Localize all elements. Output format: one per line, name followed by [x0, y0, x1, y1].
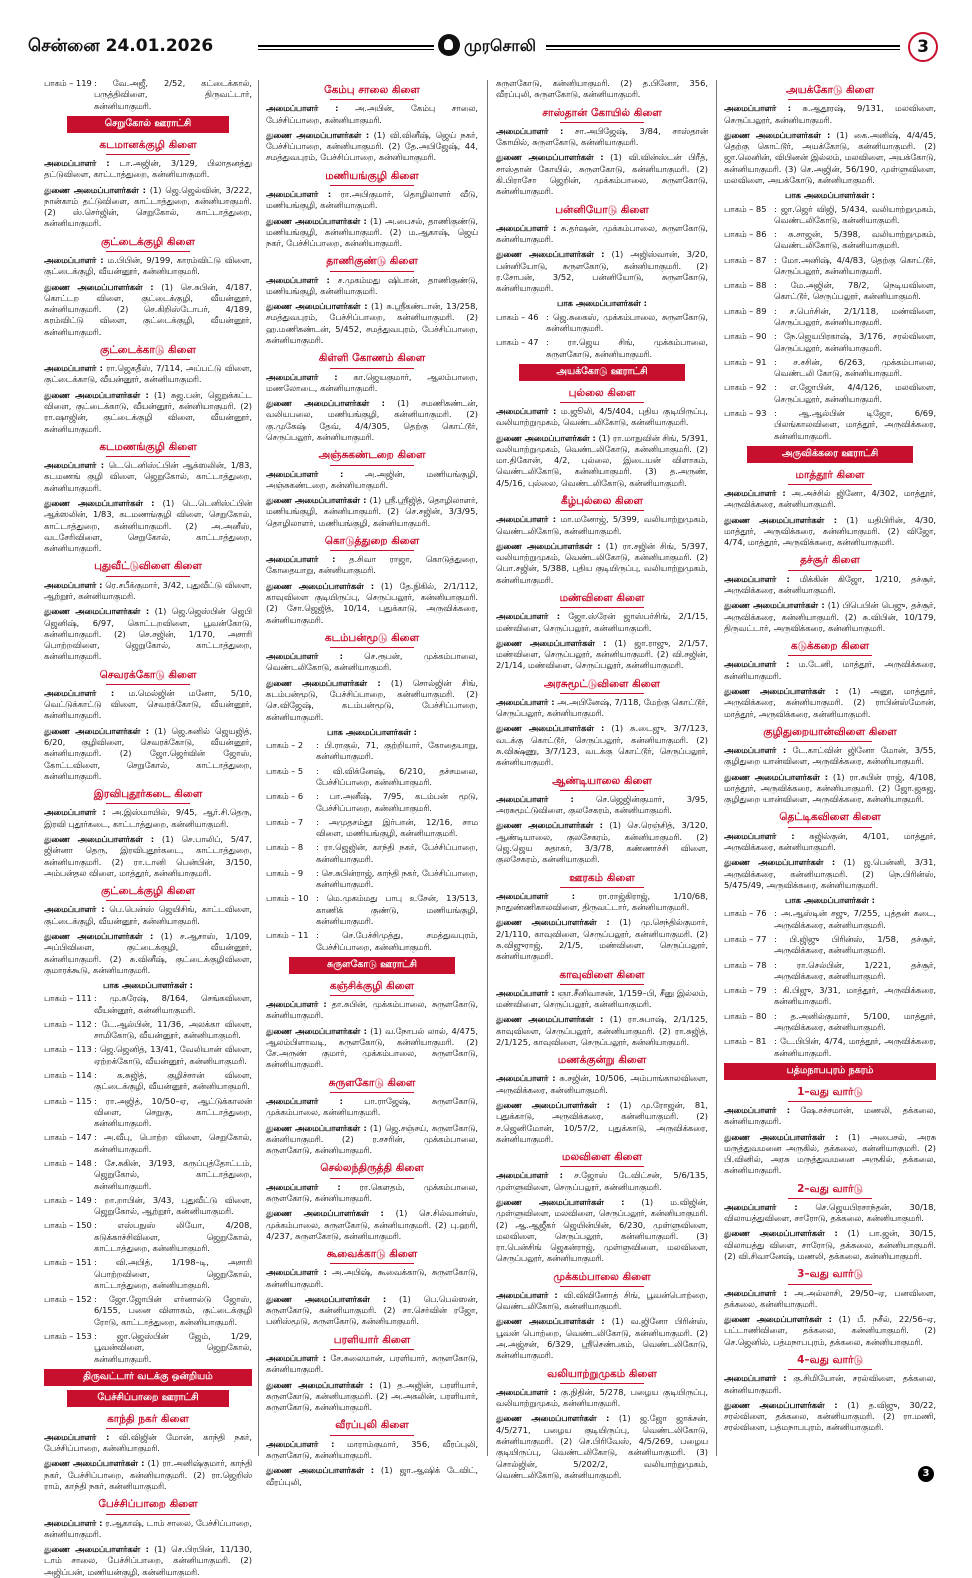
booth-line: பாகம் – 152 : ஜோ.ஜோபின் எர்னால்டு ஜோஸ், 6/155, பனை விளாகம், குட்டைக்குழி ரோடு, காட்டாத்துறை, கன்னியாகுமரி.: [44, 1294, 252, 1327]
organizer-entry: அமைப்பாளர் : செ.ஜெயபிரசாந்தன், 30/18, விலாயத்துவிளை, சாரோடு, தக்கலை, கன்னியாகுமரி.: [724, 1201, 936, 1224]
deputy-organizer-entry: துணை அமைப்பாளர்கள் : (1) ரா.மாநுவின் சிங், 5/391, வலியாற்றுமுகம், வெண்டலிகோடு, கன்னியாகுமரி. (2) மா.திகோன், 4/2, புல்லை, இடையன் விளாகம், வெண்டலிகோடு, கன்னியாகுமரி. (3) த.அருண், 4/5/16, புல்லை, வெண்டலிகோடு, கன்னியாகுமரி.: [496, 432, 709, 488]
column-divider: [258, 80, 259, 1456]
branch-heading: ஊரகம் கிளை: [496, 871, 708, 888]
booth-organizers-heading: பாக அமைப்பாளர்கள் :: [103, 980, 193, 991]
booth-line: பாகம் – 47 : ரா.ஜெய சிங், முக்கம்பாலை, சுருளகோடு, கன்னியாகுமரி.: [496, 337, 708, 359]
organizer-entry: அமைப்பாளர் : ஷே.சச்சமான், மணலி, தக்கலை, கன்னியாகுமரி.: [724, 1104, 937, 1127]
deputy-organizer-entry: துணை அமைப்பாளர்கள் : (1) அனூ, மாத்தூர், அருவிக்கரை, கன்னியாகுமரி. (2) ராபின்ஸ்மோன், மாத்தூர், அருவிக்கரை, கன்னியாகுமரி.: [724, 685, 936, 719]
booth-line: பாகம் – 87 : மோ.அனிஷ், 4/4/83, தெற்கு கொட்டூர், செருப்பலூர், கன்னியாகுமரி.: [724, 254, 936, 276]
organizer-entry: அமைப்பாளர் : வி.விவினோத் சிங், பூவன்பொற்றை, வெண்டலிகோடு, கன்னியாகுமரி.: [496, 1289, 709, 1312]
organizer-entry: அமைப்பாளர் : ம.டேனி, மாத்தூர், அருவிக்கரை, கன்னியாகுமரி.: [724, 659, 936, 681]
deputy-organizer-entry: துணை அமைப்பாளர்கள் : (1) த.அஜின், பரளியார், சுருளகோடு, கன்னியாகுமரி. (2) அ.அகலின், பரளியார், சுருளகோடு, கன்னியாகுமரி.: [266, 1379, 478, 1413]
organizer-entry: அமைப்பாளர் : ம.மெல்ஜின் மனோ, 5/10, வெட்டுக்காட்டு விளை, செவரக்கோடு, வீயன்னூர், கன்னியாகுமரி.: [44, 687, 252, 721]
booth-line: பாகம் – 119 : வே.அஜீ, 2/52, கட்டைக்கால், பருத்திவிளை, திருவட்டார், கன்னியாகுமரி.: [44, 78, 252, 111]
ward-heading: 1–வது வார்டு: [724, 1085, 936, 1102]
branch-heading: குட்டைக்குழி கிளை: [44, 235, 252, 252]
booth-line: பாகம் – 91 : ச.சசின், 6/263, முக்கம்பாலை, வெண்டலி கோடு, கன்னியாகுமரி.: [724, 356, 936, 379]
organizer-entry: அமைப்பாளர் : டெ.டெனிஸ்ட்பின் ஆக்ஸலின், 1/83, கடமணங் குழி விளை, ஜெறுகோல், காட்டாத்துறை, கன்னியாகுமரி.: [44, 460, 252, 493]
booth-line: பாகம் – 8 : ரா.ஜெஜின், காந்தி நகர், பேச்சிப்பாறை, கன்னியாகுமரி.: [266, 842, 478, 864]
continued-text: சுருளகோடு, கன்னியாகுமரி. (2) த.பினோ, 356, வீரப்புலி, சுருளகோடு, கன்னியாகுமரி.: [496, 78, 708, 100]
organizer-entry: அமைப்பாளர் : அ.இஸ்மாயில், 9/45, ஆர்.சி.தெரு, இரவி புதூர்கடை, காட்டாத்துறை, கன்னியாகுமரி.: [44, 807, 252, 829]
deputy-organizer-entry: துணை அமைப்பாளர்கள் : (1) யதிபிரின், 4/30, மாத்தூர், அருவிக்கரை, கன்னியாகுமரி. (2) விஜோ, 4/74, மாத்தூர், அருவிக்கரை, கன்னியாகுமரி.: [724, 514, 936, 548]
booth-line: பாகம் – 2 : பி.ராகுல், 71, குற்றியார், கோதையாறு, கன்னியாகுமரி.: [266, 740, 478, 762]
organizer-entry: அமைப்பாளர் : டே.காட்வின் ஜினோ மோன், 3/55, குழிதுறை யான்விளை, அருவிக்கரை, கன்னியாகுமரி.: [724, 745, 936, 767]
newspaper-logo-icon: [438, 34, 460, 56]
booth-line: பாகம் – 81 : டே.பிபின், 4/74, மாத்தூர், அருவிக்கரை, கன்னியாகுமரி.: [724, 1036, 936, 1058]
branch-heading: புதுவீட்டுவிளை கிளை: [44, 559, 252, 576]
branch-heading: முக்கம்பாலை கிளை: [496, 1270, 708, 1287]
deputy-organizer-entry: துணை அமைப்பாளர்கள் : (1) சு.டைஜு, 3/7/123, வடக்கு கொட்டூர், செருப்பலூர், கன்னியாகுமரி. (2) சு.விக்ஷ்ணு, 3/7/123, வடக்கு கொட்டூர், செருப்பலூர், கன்னியாகுமரி.: [496, 723, 708, 768]
branch-heading: பரளியார் கிளை: [266, 1333, 478, 1350]
organizer-entry: அமைப்பாளர் : கு.சிமியோன், சரல்விளை, தக்கலை, கன்னியாகுமரி.: [724, 1373, 936, 1395]
branch-heading: கூவைக்காடு கிளை: [266, 1247, 478, 1264]
deputy-organizer-entry: துணை அமைப்பாளர்கள் : (1) ச.ஆசாஸ், 1/109, அப்பிவிளை, குட்டைக்குழி, வீயன்னூர், கன்னியாகுமரி. (2) சு.வினீஷ், குட்டைக்குழிவிளை, குமாரக்கூடு, கன்னியாகுமரி.: [44, 930, 252, 975]
deputy-organizer-entry: துணை அமைப்பாளர்கள் : (1) செ.சுபின், 4/187, கொட்டற விளை, குட்டைக்குழி, வீயன்னூர், கன்னியாகுமரி. (2) செ.கிறிஸ்டோபர், 4/189, கரம்விட்டு விளை, குட்டைக்குழி, வீயன்னூர், கன்னியாகுமரி.: [44, 281, 252, 337]
panchayat-band: அயக்கோடு ஊராட்சி: [519, 364, 684, 381]
booth-line: பாகம் – 86 : சு.சாஜன், 5/398, வலியாற்றுமுகம், வெண்டலிகோடு, கன்னியாகுமரி.: [724, 229, 936, 251]
masthead-rule-left: [258, 45, 434, 50]
branch-heading: அயக்கோடு கிளை: [724, 83, 936, 100]
page-number-badge: 3: [908, 32, 938, 62]
booth-line: பாகம் – 90 : நே.ஜெயபிரகாஷ், 3/176, சரல்விளை, செருப்பலூர், கன்னியாகுமரி.: [724, 331, 936, 353]
ward-heading: 3–வது வார்டு: [724, 1267, 936, 1284]
deputy-organizer-entry: துணை அமைப்பாளர்கள் : (1) த.விஜு, 30/22, சரல்விளை, தக்கலை, கன்னியாகுமரி. (2) ரா.மணி, சரல்விளை, பத்மநாபபுரம், கன்னியாகுமரி.: [724, 1399, 936, 1433]
deputy-organizer-entry: துணை அமைப்பாளர்கள் : (1) மு.செந்தில்குமார், 2/1/110, காவுவிளை, செருப்பலூர், கன்னியாகுமரி. (2) சு.விஜுராஜ், 2/1/5, மண்விளை, செருப்பலூர், கன்னியாகுமரி.: [496, 917, 708, 962]
branch-heading: கீழ்புல்லை கிளை: [496, 494, 708, 511]
deputy-organizer-entry: துணை அமைப்பாளர்கள் : (1) டெ.டெனிஸ்ட்பின் ஆக்ஸலின், 1/83, கடமணங்குழி விளை, செறுகோல், காட்டாத்துறை, கன்னியாகுமரி. (2) அ.அனீஸ், வடசேரிவிளை, செறுகோல், காட்டாத்துறை, கன்னியாகுமரி.: [44, 498, 253, 554]
deputy-organizer-entry: துணை அமைப்பாளர்கள் : (1) வ.நோபல் லால், 4/475, ஆலம்பிளாவடி, சுருளகோடு, கன்னியாகுமரி. (2) சே.அருண் குமார், முக்கம்பாலை, சுருளகோடு, கன்னியாகுமரி.: [266, 1025, 478, 1070]
organizer-entry: அமைப்பாளர் : டா.அஜின், 3/129, பிலாதனத்து தட்டுவிளை, காட்டாத்துறை, கன்னியாகுமரி.: [44, 158, 252, 180]
booth-line: பாகம் – 78 : ரா.செல்பின், 1/221, தச்சூர், அருவிக்கரை, கன்னியாகுமரி.: [724, 959, 936, 981]
organizer-entry: அமைப்பாளர் : ரா.கௌதம், முக்கம்பாலை, சுருளகோடு, கன்னியாகுமரி.: [266, 1181, 478, 1203]
organizer-entry: அமைப்பாளர் : அ.அபின், கேம்பு சாலை, பேச்சிப்பாறை, கன்னியாகுமரி.: [266, 103, 478, 125]
organizer-entry: அமைப்பாளர் : கா.ஜெயகுமார், ஆலம்பாறை, மணலோடை, கன்னியாகுமரி.: [266, 371, 478, 393]
branch-heading: கேம்பு சாலை கிளை: [266, 83, 478, 100]
booth-line: பாகம் – 113 : ஜெ.ஜெனித், 13/41, வேலியான் விளை, ஏற்றக்கோடு, வீயன்னூர், கன்னியாகுமரி.: [44, 1044, 252, 1066]
branch-heading: காவுவிளை கிளை: [496, 968, 708, 985]
organizer-entry: அமைப்பாளர் : ஜோ.ஸ்ரேன் ஜாஸ்பர்சிங், 2/1/15, மண்விளை, செருப்பலூர், கன்னியாகுமரி.: [496, 611, 708, 633]
branch-heading: குழிதுறையான்விளை கிளை: [724, 725, 936, 742]
booth-organizers-heading: பாக அமைப்பாளர்கள் :: [785, 895, 875, 906]
booth-line: பாகம் – 7 : அமுதசம்தூ இர்பான், 12/16, சாம விளை, மணியங்குழி, கன்னியாகுமரி.: [266, 816, 478, 839]
branch-heading: கடமானக்குழி கிளை: [44, 138, 252, 155]
booth-line: பாகம் – 76 : அ.ஆஸ்டின் சஜு, 7/255, புத்தன் கடை, அருவிக்கரை, கன்னியாகுமரி.: [724, 908, 936, 930]
booth-line: பாகம் – 147 : அ.வீபு, பொற்ற விளை, செறுகோல், கன்னியாகுமரி.: [44, 1132, 252, 1154]
branch-heading: அரசுமூட்டுவிளை கிளை: [496, 677, 708, 694]
panchayat-band: பேச்சிப்பாறை ஊராட்சி: [67, 1390, 229, 1407]
organizer-entry: அமைப்பாளர் : ம.பிபின், 9/199, காரம்விட்டு விளை, குட்டைக்குழி, வீயன்னூர், கன்னியாகுமரி.: [44, 254, 252, 277]
deputy-organizer-entry: துணை அமைப்பாளர்கள் : (1) ரா.சுபின் ராஜ், 4/108, மாத்தூர், அருவிக்கரை, கன்னியாகுமரி. (2) ஜோ.ஜகஜ, குழிதுறை யான்விளை, அருவிக்கரை, கன்னியாகுமரி.: [724, 771, 936, 805]
branch-heading: வலியாற்றுமுகம் கிளை: [496, 1367, 708, 1384]
deputy-organizer-entry: துணை அமைப்பாளர்கள் : (1) ஜா.ராஜு, 2/1/57, மண்விளை, செருப்பலூர், கன்னியாகுமரி. (2) வி.சஜின், 2/1/14, மண்விளை, செருப்பலூர், கன்னியாகுமரி.: [496, 637, 708, 671]
branch-heading: தாணிகுண்டு கிளை: [266, 254, 478, 271]
deputy-organizer-entry: துணை அமைப்பாளர்கள் : (1) சு.ஸ்ரீகண்டான், 13/258, சமத்துவபுரம், பேச்சிப்பாறை, கன்னியாகுமரி. (2) ஹ.மணிகண்டன், 5/452, சமத்துவபுரம், பேச்சிப்பாறை, கன்னியாகுமரி.: [266, 301, 478, 346]
panchayat-band: அருவிக்கரை ஊராட்சி: [747, 446, 912, 463]
branch-heading: கடமணங்குழி கிளை: [44, 440, 252, 457]
organizer-entry: அமைப்பாளர் : வி.விஜின் மோன், காந்தி நகர், பேச்சிப்பாறை, கன்னியாகுமரி.: [44, 1431, 252, 1454]
deputy-organizer-entry: துணை அமைப்பாளர்கள் : (1) ஜ.ஜோ ஜாக்சன், 4/5/271, பழைய குடியிருப்பு, வெண்டலிகோடு, கன்னியாகுமரி. (2) செ.பிரிவேஸ், 4/5/269, பழைய குடியிருப்பு, வெண்டலிகோடு, கன்னியாகுமரி. (3) சொல்ஜின், 5/202/2, வலியாற்றுமுகம், வெண்டலிகோடு, கன்னியாகுமரி.: [496, 1413, 708, 1480]
branch-heading: குட்டைக்காடு கிளை: [44, 343, 252, 360]
organizer-entry: அமைப்பாளர் : ரா.ராஜ்கிராஜ், 1/10/68, நாதுண்ணிகாலவிளை, திருவட்டார், கன்னியாகுமரி.: [496, 890, 708, 913]
branch-heading: கடுக்கறை கிளை: [724, 639, 936, 656]
booth-organizers-heading: பாக அமைப்பாளர்கள் :: [327, 726, 417, 737]
booth-line: பாகம் – 10 : மெ.முகம்மது பாபு உசேன், 13/513, காணிக் குண்டு, மணியங்குழி, கன்னியாகுமரி.: [266, 893, 478, 927]
deputy-organizer-entry: துணை அமைப்பாளர்கள் : (1) பிபெபின் பெஜு, தச்சூர், அருவிக்கரை, கன்னியாகுமரி. (2) சு.விபின், 10/179, திருவட்டார், அருவிக்கரை, கன்னியாகுமரி.: [724, 600, 936, 633]
deputy-organizer-entry: துணை அமைப்பாளர்கள் : (1) செ.ரெஞ்சித், 3/120, ஆண்டியாலை, குலசேகரம், கன்னியாகுமரி. (2) ஜெ.ஜெய சுதாகர், 3/3/78, கண்ணாச்சி விளை, குலசேகரம், கன்னியாகுமரி.: [496, 820, 708, 865]
panchayat-band: செறுகோல் ஊராட்சி: [67, 116, 229, 133]
deputy-organizer-entry: துணை அமைப்பாளர்கள் : (1) சுஜ.பன், ஜெறுக்கட்ட விளை, குட்டைக்காடு, வீயன்னூர், கன்னியாகுமரி. (2) ரா.ஷாஜின், குட்டைக்குழி விளை, வீயன்னூர், கன்னியாகுமரி.: [44, 389, 252, 434]
organizer-entry: அமைப்பாளர் : சுஜில்குன், 4/101, மாத்தூர், அருவிக்கரை, கன்னியாகுமரி.: [724, 830, 936, 852]
organizer-entry: அமைப்பாளர் : சே.சுலைமான், பரளியார், சுருளகோடு, கன்னியாகுமரி.: [266, 1353, 478, 1375]
organizer-entry: அமைப்பாளர் : அ.அபிஷ், கூவைக்காடு, சுருளகோடு, கன்னியாகுமரி.: [266, 1267, 478, 1289]
branch-heading: சாஸ்தான் கோயில் கிளை: [496, 106, 708, 123]
branch-heading: புல்லை கிளை: [496, 386, 708, 403]
branch-heading: பன்னியோடு கிளை: [496, 203, 708, 220]
panchayat-band: சுருளகோடு ஊராட்சி: [289, 957, 454, 974]
booth-line: பாகம் – 148 : சே.சுகின், 3/193, கருப்புத்தோட்டம், ஜெறுகோல், காட்டாத்துறை, கன்னியாகுமரி.: [44, 1158, 252, 1191]
newspaper-name: முரசொலி: [464, 36, 536, 55]
booth-line: பாகம் – 80 : த.அனில்குமார், 5/100, மாத்தூர், அருவிக்கரை, கன்னியாகுமரி.: [724, 1010, 936, 1032]
deputy-organizer-entry: துணை அமைப்பாளர்கள் : (1) சொல்ஜின் சிங், கடம்பன்மூடு, பேச்சிப்பாறை, கன்னியாகுமரி. (2) செ.விஜேஷ், கடம்பன்மூடு, பேச்சிப்பாறை, கன்னியாகுமரி.: [266, 677, 478, 722]
booth-line: பாகம் – 115 : ரா.அஜித், 10/50–ஏ, ஆட்டுக்காலன் விளை, செறுகு, காட்டாத்துறை, கன்னியாகுமரி.: [44, 1095, 252, 1129]
town-band: பத்மநாபபுரம் நகரம்: [724, 1063, 936, 1080]
deputy-organizer-entry: துணை அமைப்பாளர்கள் : (1) அ.பைசல், தாணிகுண்டு, மணியங்குழி, கன்னியாகுமரி. (2) ம.ஆகாஷ், ஜெய் நகர், பேச்சிப்பாறை, கன்னியாகுமரி.: [266, 215, 478, 249]
booth-line: பாகம் – 112 : டே.ஆல்பின், 11/36, அலக்கா விளை, சாமிகோடு, வீயன்னூர், கன்னியாகுமரி.: [44, 1018, 252, 1041]
booth-line: பாகம் – 111 : மு.சுரேஷ், 8/164, செங்கவிளை, வீயன்னூர், கன்னியாகுமரி.: [44, 993, 252, 1015]
booth-line: பாகம் – 46 : ஜெ.சுகைஸ், முக்கம்பாலை, சுருளகோடு, கன்னியாகுமரி.: [496, 311, 708, 334]
organizer-entry: அமைப்பாளர் : பா.ராஜேஷ், சுருளகோடு, முக்கம்பாலை, கன்னியாகுமரி.: [266, 1096, 478, 1118]
branch-heading: கொடுத்துறை கிளை: [266, 534, 478, 551]
branch-heading: செல்லந்திருத்தி கிளை: [266, 1161, 478, 1178]
deputy-organizer-entry: துணை அமைப்பாளர்கள் : (1) கை.அனிஷ், 4/4/45, தெற்கு கொட்டூர், அயக்கோடு, கன்னியாகுமரி. (2) ஜா.லெனின், விபினன் இல்லம், மலவிளை, அயக்கோடு, கன்னியாகுமரி. (3) செ.அஜின், 56/190, முள்ளுவிளை, மலவிளை, அயக்கோடு, கன்னியாகுமரி.: [724, 129, 936, 185]
branch-heading: காந்தி நகர் கிளை: [44, 1412, 252, 1429]
organizer-entry: அமைப்பாளர் : அ.அல்லாசி, 29/50–ஏ, பனவிளை, தக்கலை, கன்னியாகுமரி.: [724, 1287, 936, 1309]
booth-line: பாகம் – 114 : க.சுஜித், குழிச்சான் விளை, குட்டைக்குழி, வீயன்னூர், கன்னியாகுமரி.: [44, 1070, 252, 1092]
ward-heading: 4–வது வார்டு: [724, 1353, 936, 1370]
booth-line: பாகம் – 85 : ஜா.ஜெர் விஜி, 5/434, வலியாற்றுமுகம், வெண்டலிகோடு, கன்னியாகுமரி.: [724, 203, 936, 225]
booth-organizers-heading: பாக அமைப்பாளர்கள் :: [785, 190, 875, 201]
booth-line: பாகம் – 93 : ஆ.ஆல்பின் டிஜோ, 6/69, பிலங்காலவிளை, மாத்தூர், அருவிக்கரை, கன்னியாகுமரி.: [724, 408, 936, 441]
branch-heading: ஆண்டியாலை கிளை: [496, 774, 708, 791]
booth-line: பாகம் – 77 : பி.ஜிஜு பிரின்ஸ், 1/58, தச்சூர், அருவிக்கரை, கன்னியாகுமரி.: [724, 933, 936, 956]
organizer-entry: அமைப்பாளர் : செ.ஜெஜின்குமார், 3/95, அரசுமூட்டுவிளை, குலசேகரம், கன்னியாகுமரி.: [496, 793, 708, 816]
deputy-organizer-entry: துணை அமைப்பாளர்கள் : (1) வி.வின்ஸ்டன் பிரீத், சாஸ்தான் கோயில், சுருளகோடு, கன்னியாகுமரி. (2) கி.பிராசோ ஜெறின், முக்கம்பாலை, சுருளகோடு, கன்னியாகுமரி.: [496, 152, 709, 197]
organizer-entry: அமைப்பாளர் : த.சிவா ராஜா, கொடுத்துறை, கோதையாறு, கன்னியாகுமரி.: [266, 554, 479, 576]
deputy-organizer-entry: துணை அமைப்பாளர்கள் : (1) பா.ஜன், 30/15, விலாயத்து விளை, சாரோடு, தக்கலை, கன்னியாகுமரி. (2) வி.சிவானேஷ், மணலி, தக்கலை, கன்னியாகுமரி.: [724, 1228, 936, 1262]
deputy-organizer-entry: துணை அமைப்பாளர்கள் : (1) ரா.சுபாஷ், 2/1/125, காவுவிளை, செருப்பலூர், கன்னியாகுமரி. (2) ரா.சுஜித், 2/1/125, காவுவிளை, செருப்பலூர், கன்னியாகுமரி.: [496, 1014, 708, 1047]
organizer-entry: அமைப்பாளர் : அ.அஜின், மணியங்குழி, அஞ்சுகண்டறை, கன்னியாகுமரி.: [266, 468, 478, 490]
organizer-entry: அமைப்பாளர் : ஞா.சீனிவாசன், 1/159–பி, சீனு இல்லம், மண்விளை, செருப்பலூர், கன்னியாகுமரி.: [496, 987, 708, 1010]
branch-heading: அஞ்சுகண்டறை கிளை: [266, 448, 478, 465]
branch-heading: வீரப்புலி கிளை: [266, 1418, 478, 1435]
article-column-1: [44, 78, 253, 1577]
booth-line: பாகம் – 150 : எஸ்பநுஸ் லியோ, 4/208, கடுக்காச்சிவிளை, ஜெறுகோல், காட்டாத்துறை, கன்னியாகுமரி.: [44, 1220, 252, 1253]
organizer-entry: அமைப்பாளர் : சு.ஆதூரஷ், 9/131, மலவிளை, செருப்பலூர், கன்னியாகுமரி.: [724, 103, 936, 125]
deputy-organizer-entry: துணை அமைப்பாளர்கள் : (1) ரா.சஜின் சிங், 5/397, வலியாற்றுமுகம், வெண்டலிகோடு, கன்னியாகுமரி. (2) பொ.சஜின், 5/388, புதிய குடியிருப்பு, வலியாற்றுமுகம், கன்னியாகுமரி.: [496, 540, 709, 585]
organizer-entry: அமைப்பாளர் : சு.தர்ஷன், முக்கம்பாலை, சுருளகோடு, கன்னியாகுமரி.: [496, 222, 708, 245]
branch-heading: மாத்தூர் கிளை: [724, 468, 936, 485]
article-column-3: [496, 78, 709, 1480]
branch-heading: மண்விளை கிளை: [496, 591, 708, 608]
deputy-organizer-entry: துணை அமைப்பாளர்கள் : (1) வி.வினீஷ், ஜெய் நகர், பேச்சிப்பாறை, கன்னியாகுமரி. (2) தே.அபிஜேஷ், 44, சமத்துவபுரம், பேச்சிப்பாறை, கன்னியாகுமரி.: [266, 129, 479, 163]
masthead-rule-right: [546, 45, 900, 50]
union-band: திருவட்டார் வடக்கு ஒன்றியம்: [44, 1369, 252, 1386]
booth-line: பாகம் – 5 : வி.விக்னேஷ், 6/210, தச்சமலை, பேச்சிப்பாறை, கன்னியாகுமரி.: [266, 765, 478, 787]
branch-heading: குட்டைக்குழி கிளை: [44, 884, 252, 901]
organizer-entry: அமைப்பாளர் : ரெ.சபீக்குமார், 3/42, புதுவீட்டு விளை, ஆற்றூர், கன்னியாகுமரி.: [44, 579, 252, 601]
deputy-organizer-entry: துணை அமைப்பாளர்கள் : (1) ஜ.பென்னி, 3/31, அருவிக்கரை, கன்னியாகுமரி. (2) நெ.பிரின்ஸ், 5/475/49, அருவிக்கரை, கன்னியாகுமரி.: [724, 857, 936, 890]
organizer-entry: அமைப்பாளர் : மிக்கின் கிஜோ, 1/210, தச்சூர், அருவிக்கரை, கன்னியாகுமரி.: [724, 573, 936, 595]
branch-heading: தச்சூர் கிளை: [724, 553, 936, 570]
organizer-entry: அமைப்பாளர் : ச.ஜோஸ் டேவிட்சன், 5/6/135, முள்ளுவிளை, செருப்பலூர், கன்னியாகுமரி.: [496, 1170, 709, 1192]
masthead-date: சென்னை 24.01.2026: [28, 36, 214, 56]
organizer-entry: அமைப்பாளர் : பெ.பென்ஸ் ஜெயிசிங், காட்டவிளை, குட்டைக்குழி, வீயன்னூர், கன்னியாகுமரி.: [44, 904, 252, 926]
booth-line: பாகம் – 79 : கி.பிஜு, 3/31, மாத்தூர், அருவிக்கரை, கன்னியாகுமரி.: [724, 985, 936, 1007]
organizer-entry: அமைப்பாளர் : தா.சுபின், முக்கம்பாலை, சுருளகோடு, கன்னியாகுமரி.: [266, 999, 478, 1021]
deputy-organizer-entry: துணை அமைப்பாளர்கள் : (1) செ.சில்வான்ஸ், முக்கம்பாலை, சுருளகோடு, கன்னியாகுமரி. (2) பு.ஹரி, 4/237, சுருளகோடு, கன்னியாகுமரி.: [266, 1208, 479, 1241]
deputy-organizer-entry: துணை அமைப்பாளர்கள் : (1) வ.ஜினோ பிரின்ஸ், பூவன் பொற்றை, வெண்டலிகோடு, கன்னியாகுமரி. (2) அ.அஜ்சன், 6/329, ஸ்ரீசெண்பகம், வெண்டலிகோடு, கன்னியாகுமரி.: [496, 1316, 708, 1361]
deputy-organizer-entry: துணை அமைப்பாளர்கள் : (1) தே.நிகில், 2/1/112, காவுவிளை குடியிருப்பு, செருப்பலூர், கன்னியாகுமரி. (2) சோ.ஜெஜித், 10/14, புதுக்காடு, அருவிக்கரை, கன்னியாகுமரி.: [266, 580, 478, 625]
footer-page-number: 3: [918, 1466, 934, 1482]
organizer-entry: அமைப்பாளர் : சா.அபிஜேஷ், 3/84, சாஸ்தான் கோயில், சுருளகோடு, கன்னியாகுமரி.: [496, 125, 708, 148]
deputy-organizer-entry: துணை அமைப்பாளர்கள் : (1) ஜெ.ஜெல்வின், 3/222, நான்காம் தட்டுவிளை, காட்டாத்துறை, கன்னியாகுமரி. (2) ஸ்.செர்ஜின், செறுகோல், காட்டாத்துறை, கன்னியாகுமரி.: [44, 184, 252, 229]
organizer-entry: அமைப்பாளர் : ரா.ஜெகதீஸ், 7/114, அப்பட்டு விளை, குட்டைக்காடு, வீயன்னூர், கன்னியாகுமரி.: [44, 363, 252, 385]
branch-heading: மணியங்குழி கிளை: [266, 169, 478, 186]
article-column-4: [724, 78, 936, 1458]
organizer-entry: அமைப்பாளர் : மா.மனோஜ், 5/399, வலியாற்றுமுகம், வெண்டலிகோடு, கன்னியாகுமரி.: [496, 514, 708, 536]
deputy-organizer-entry: துணை அமைப்பாளர்கள் : (1) அபைசல், அரசு மருத்துவமனை அருகில், தக்கலை, கன்னியாகுமரி. (2) பி.வினில், அரசு மருத்துவமனை அருகில், தக்கலை, கன்னியாகுமரி.: [724, 1131, 937, 1176]
branch-heading: மலவிளை கிளை: [496, 1150, 708, 1167]
deputy-organizer-entry: துணை அமைப்பாளர்கள் : (1) ஜெ.சுனில் ஜெயஜித், 6/20, குழிவிளை, செவரக்கோடு, வீயன்னூர், கன்னியாகுமரி. (2) ஜோ.ஜெர்வின் ஜோஸ், கோட்டவிளை, செறுகோல், காட்டாத்துறை, கன்னியாகுமரி.: [44, 725, 253, 781]
booth-organizers-heading: பாக அமைப்பாளர்கள் :: [557, 298, 647, 309]
organizer-entry: அமைப்பாளர் : ர.ஆகாஷ், டாம் சாலை, பேச்சிப்பாறை, கன்னியாகுமரி.: [44, 1517, 252, 1539]
column-divider: [487, 80, 488, 1456]
booth-line: பாகம் – 151 : வி.அபித், 1/198–டி, அசாரி பொற்றவிளை, ஜெறுகோல், காட்டாத்துறை, கன்னியாகுமரி.: [44, 1257, 252, 1290]
booth-line: பாகம் – 149 : றா.றாபின், 3/43, புதுவீட்டு விளை, ஜெறுகோல், ஆற்றூர், கன்னியாகுமரி.: [44, 1194, 252, 1217]
organizer-entry: அமைப்பாளர் : அ.அபினேஷ், 7/118, மேற்கு கொட்டூர், செருப்பலூர், கன்னியாகுமரி.: [496, 696, 708, 719]
branch-heading: மணக்குன்று கிளை: [496, 1053, 708, 1070]
booth-line: பாகம் – 88 : மே.அஜின், 78/2, நெடியவிளை, கொட்டூர், செருப்பலூர், கன்னியாகுமரி.: [724, 280, 936, 302]
organizer-entry: அமைப்பாளர் : சு.சஜின், 10/506, அம்பாங்காலவிளை, அருவிக்கரை, கன்னியாகுமரி.: [496, 1073, 708, 1095]
deputy-organizer-entry: துணை அமைப்பாளர்கள் : (1) செ.பிரபின், 11/130, டாம் சாலை, பேச்சிப்பாறை, கன்னியாகுமரி. (2) அஜிப்பன், மணியன்குழி, கன்னியாகுமரி.: [44, 1544, 253, 1577]
deputy-organizer-entry: துணை அமைப்பாளர்கள் : (1) மு.ரோஜன், 81, புதுக்காடு, அருவிக்கரை, கன்னியாகுமரி. (2) ச.ஜெனிமோன், 10/57/2, புதுக்காடு, அருவிக்கரை, கன்னியாகுமரி.: [496, 1100, 709, 1144]
deputy-organizer-entry: துணை அமைப்பாளர்கள் : (1) அஜிஸ்வான், 3/20, பன்னியோடு, சுருளகோடு, கன்னியாகுமரி. (2) ர.சோபன், 3/52, பன்னியோடு, சுருளகோடு, கன்னியாகுமரி.: [496, 249, 709, 294]
branch-heading: கஞ்சிக்குழி கிளை: [266, 979, 478, 996]
branch-heading: கிள்ளி கோணம் கிளை: [266, 351, 478, 368]
masthead: [0, 0, 972, 78]
branch-heading: தெட்டிகவிளை கிளை: [724, 810, 936, 827]
deputy-organizer-entry: துணை அமைப்பாளர்கள் : (1) பீ. நசீல், 22/56–ஏ, பட்டாணிவிளை, தக்கலை, கன்னியாகுமரி. (2) செ.ஜெனில், பத்மநாபபுரம், தக்கலை, கன்னியாகுமரி.: [724, 1314, 937, 1347]
booth-line: பாகம் – 92 : எ.ஜோபின், 4/4/126, மலவிளை, செருப்பலூர், கன்னியாகுமரி.: [724, 382, 936, 404]
organizer-entry: அமைப்பாளர் : அ.அச்சில் ஜினோ, 4/302, மாத்தூர், அருவிக்கரை, கன்னியாகுமரி.: [724, 488, 936, 510]
organizer-entry: அமைப்பாளர் : மாராம்குமார், 356, வீரப்புலி, சுருளகோடு, கன்னியாகுமரி.: [266, 1438, 479, 1460]
deputy-organizer-entry: துணை அமைப்பாளர்கள் : (1) சமணிகண்டன், வலியபலை, மணியங்குழி, கன்னியாகுமரி. (2) கு.முகேஷ் தேவ், 4/4/305, தெற்கு கொட்டூர், செருப்பலூர், கன்னியாகுமரி.: [266, 398, 479, 442]
deputy-organizer-entry: துணை அமைப்பாளர்கள் : (1) ஸ்ரீ.ஸ்ரீஜித், தொழிலாளர், மணியங்குழி, கன்னியாகுமரி. (2) செ.சஜின், 3/3/95, தொழிலாளர், மணியங்குழி, கன்னியாகுமரி.: [266, 495, 479, 528]
branch-heading: சுருளகோடு கிளை: [266, 1076, 478, 1093]
branch-heading: கடம்பன்மூடு கிளை: [266, 631, 478, 648]
organizer-entry: அமைப்பாளர் : ச.முகம்மது ஷிபான், தாணிகுண்டு, மணியங்குழி, கன்னியாகுமரி.: [266, 274, 479, 296]
organizer-entry: அமைப்பாளர் : செ.ரூபன், முக்கம்பாலை, வெண்டலிகோடு, கன்னியாகுமரி.: [266, 651, 479, 673]
organizer-entry: அமைப்பாளர் : கு.நிதின், 5/278, பழைய குடியிருப்பு, வலியாற்றுமுகம், கன்னியாகுமரி.: [496, 1386, 708, 1409]
deputy-organizer-entry: துணை அமைப்பாளர்கள் : (1) ஜெ.சஞ்சய், சுருளகோடு, கன்னியாகுமரி. (2) ர.சசரின், முக்கம்பாலை, சுருளகோடு, கன்னியாகுமரி.: [266, 1122, 478, 1156]
deputy-organizer-entry: துணை அமைப்பாளர்கள் : (1) ஜா.ஆஷிக் டேவிட், வீரப்புலி,: [266, 1465, 478, 1487]
ward-heading: 2–வது வார்டு: [724, 1182, 936, 1199]
booth-line: பாகம் – 6 : பா.அனீஷ், 7/95, கடம்பன் மூடு, பேச்சிப்பாறை, கன்னியாகுமரி.: [266, 791, 478, 813]
deputy-organizer-entry: துணை அமைப்பாளர்கள் : (1) ரா.அனிஷ்குமார், காந்தி நகர், பேச்சிப்பாறை, கன்னியாகுமரி. (2) ரா.ஜெறிஸ் ராம், காந்தி நகர், கன்னியாகுமரி.: [44, 1458, 252, 1491]
organizer-entry: அமைப்பாளர் : ம.ஜூலி, 4/5/404, புதிய குடியிருப்பு, வலியாற்றுமுகம், வெண்டலிகோடு, கன்னியாகுமரி.: [496, 406, 708, 428]
deputy-organizer-entry: துணை அமைப்பாளர்கள் : (1) ம.விஜின், முள்ளுவிளை, மலவிளை, செருப்பலூர், கன்னியாகுமரி. (2) ஆ.ஆஜீகர் ஜெயின்பின், 6/230, முள்ளுவிளை, மலவிளை, செருப்பலூர், கன்னியாகுமரி. (3) ரா.பென்சிங் ஜெகன்ராஜ், முள்ளுவிளை, மலவிளை, செருப்பலூர், கன்னியாகுமரி.: [496, 1196, 709, 1264]
booth-line: பாகம் – 9 : செ.சுபின்ராஜ், காந்தி நகர், பேச்சிப்பாறை, கன்னியாகுமரி.: [266, 867, 478, 890]
organizer-entry: அமைப்பாளர் : ரா.அபிகுமார், தொழிலாளர் வீடு, மணியங்குழி, கன்னியாகுமரி.: [266, 188, 478, 211]
column-divider: [716, 80, 717, 1456]
article-column-2: [266, 78, 479, 1487]
booth-line: பாகம் – 153 : ஜா.ஜெஸ்பின் ஜேம், 1/29, பூவன்விளை, ஜெறுகோல், கன்னியாகுமரி.: [44, 1330, 252, 1364]
deputy-organizer-entry: துணை அமைப்பாளர்கள் : (1) பெ.பெல்ஸன், சுருளகோடு, கன்னியாகுமரி. (2) சா.செர்வின் ரஜோ, பனிஸ்மூடு, சுருளகோடு, கன்னியாகுமரி.: [266, 1293, 479, 1327]
branch-heading: செவரக்கோடு கிளை: [44, 668, 252, 685]
booth-line: பாகம் – 11 : செ.பேச்சிமுத்து, சமத்துவபுரம், பேச்சிப்பாறை, கன்னியாகுமரி.: [266, 930, 478, 952]
deputy-organizer-entry: துணை அமைப்பாளர்கள் : (1) செ.பாலிப், 5/47, ஜின்னா தெரு, இரவிபுதூர்கடை, காட்டாத்துறை, கன்னியாகுமரி. (2) ரா.டானி பென்பின், 3/150, அம்பன்தல விளை, மாத்தூர், கன்னியாகுமரி.: [44, 833, 252, 878]
deputy-organizer-entry: துணை அமைப்பாளர்கள் : (1) ஜெ.ஜெஸ்பின் ஜெபி ஜெனிஷ், 6/97, கொட்டறவிளை, பூவன்கோடு, கன்னியாகுமரி. (2) செ.சஜின், 1/170, அசாரி பொற்றவிளை, ஜெறுகோல், காட்டாத்துறை, கன்னியாகுமரி.: [44, 606, 253, 662]
branch-heading: இரவிபுதூர்கடை கிளை: [44, 787, 252, 804]
branch-heading: பேச்சிப்பாறை கிளை: [44, 1497, 252, 1514]
booth-line: பாகம் – 89 : ச.பெர்சின், 2/1/118, மண்விளை, செருப்பலூர், கன்னியாகுமரி.: [724, 305, 936, 328]
